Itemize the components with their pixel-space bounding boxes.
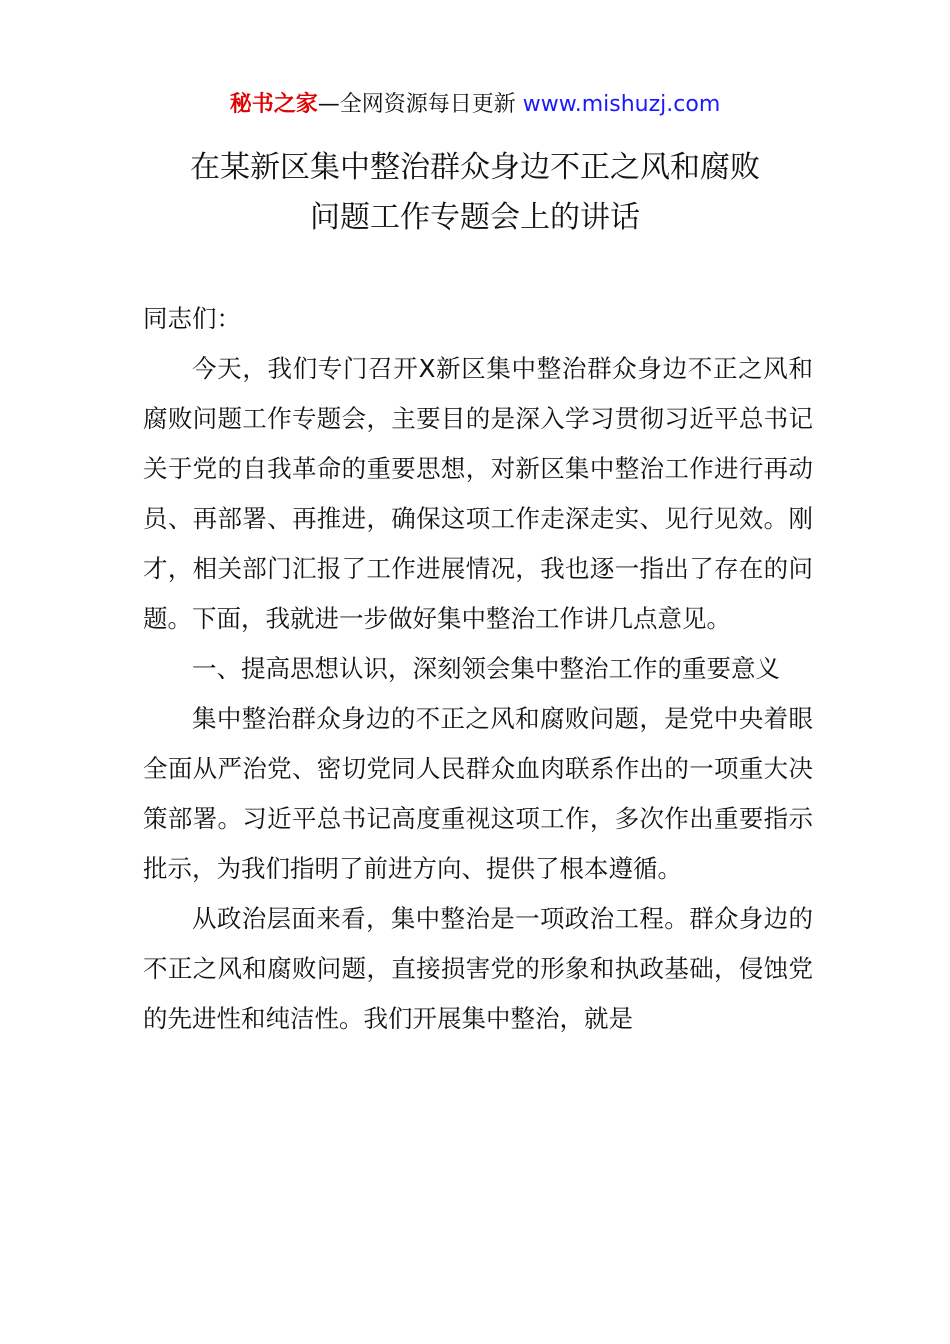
document-body (143, 294, 813, 1044)
paragraph-intro: 今天，我们专门召开X新区集中整治群众身边不正之风和腐败问题工作专题会，主要目的是深入学习贯彻习近平总书记关于党的自我革命的重要思想，对新区集中整治工作进行再动员、再部署、再推进，确保这项工作走深走实、见行见效。刚才，相关部门汇报了工作进展情况，我也逐一指出了存在的问题。下面，我就进一步做好集中整治工作讲几点意见。 (143, 354, 813, 633)
document-title-line-1: 在某新区集中整治群众身边不正之风和腐败 (190, 150, 760, 185)
site-url-link[interactable]: www.mishuzj.com (522, 92, 721, 117)
section-heading-1: 一、提高思想认识，深刻领会集中整治工作的重要意义 (192, 654, 780, 683)
salutation: 同志们： (143, 304, 241, 333)
site-header (0, 88, 950, 122)
header-tagline: —全网资源每日更新 (317, 92, 523, 117)
paragraph-political: 从政治层面来看，集中整治是一项政治工程。群众身边的不正之风和腐败问题，直接损害党的形象和执政基础，侵蚀党的先进性和纯洁性。我们开展集中整治，就是 (143, 904, 813, 1033)
brand-name: 秘书之家 (229, 92, 318, 117)
document-title-line-2: 问题工作专题会上的讲话 (310, 200, 640, 235)
paragraph-significance: 集中整治群众身边的不正之风和腐败问题，是党中央着眼全面从严治党、密切党同人民群众血肉联系作出的一项重大决策部署。习近平总书记高度重视这项工作，多次作出重要指示批示，为我们指明了前进方向、提供了根本遵循。 (143, 704, 813, 883)
